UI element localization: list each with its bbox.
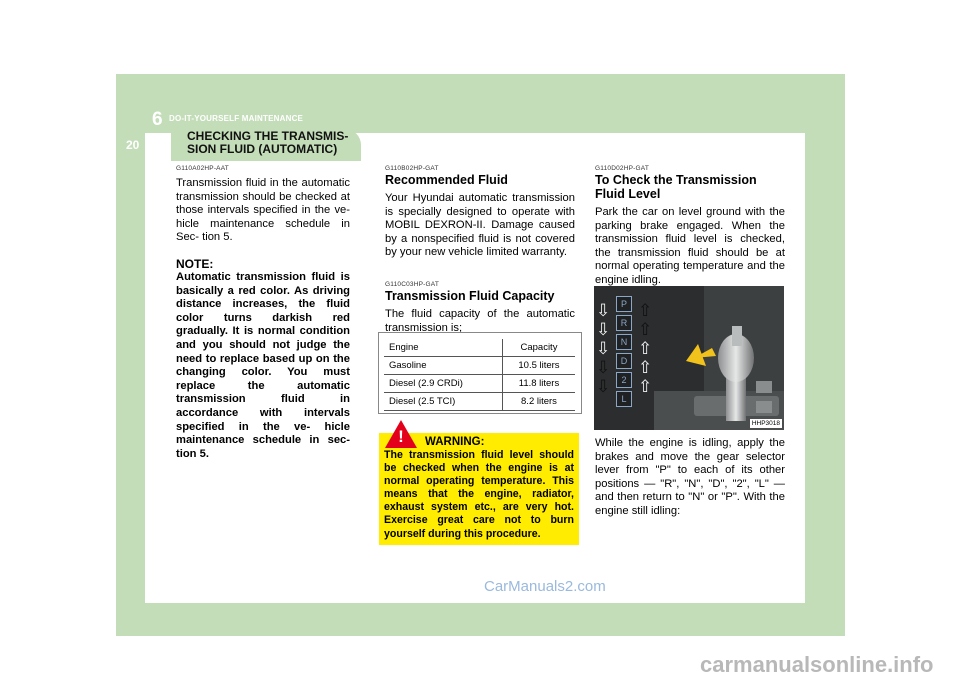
note-title: NOTE: <box>176 256 214 271</box>
chapter-title: DO-IT-YOURSELF MAINTENANCE <box>169 114 304 123</box>
warning-title: WARNING: <box>425 436 485 448</box>
right-column <box>595 165 785 288</box>
gear-position-D: D <box>616 353 632 369</box>
up-arrow-icon: ⇧ <box>638 301 653 320</box>
check-level-heading: To Check the Transmission Fluid Level <box>595 173 757 201</box>
gear-selector-photo <box>594 286 784 430</box>
chapter-number: 6 <box>152 109 163 130</box>
gear-position-N: N <box>616 334 632 350</box>
section-code: G110A02HP-AAT <box>176 165 229 172</box>
gear-position-2: 2 <box>616 372 632 388</box>
image-label: HHP3018 <box>751 420 780 427</box>
down-arrow-icon: ⇩ <box>596 377 611 396</box>
table-row <box>384 375 575 393</box>
intro-paragraph: Transmission fluid in the automatic transmission should be checked at those intervals specified in the ve- hicle maintenance schedule in Sec- tion 5. <box>176 177 350 244</box>
up-arrow-icon: ⇧ <box>638 339 653 358</box>
recommended-fluid-heading: Recommended Fluid <box>385 173 508 187</box>
recommended-fluid-code: G110B02HP-GAT <box>385 165 439 172</box>
down-arrow-icon: ⇩ <box>596 301 611 320</box>
table-cell-capacity: 8.2 liters <box>502 393 575 411</box>
down-arrow-icon: ⇩ <box>596 358 611 377</box>
table-cell-engine: Gasoline <box>384 357 502 375</box>
capacity-heading: Transmission Fluid Capacity <box>385 288 555 303</box>
capacity-text: The fluid capacity of the automatic transmission is; <box>385 307 575 334</box>
watermark-center: CarManuals2.com <box>484 578 606 595</box>
capacity-code: G110C03HP-GAT <box>385 280 440 288</box>
middle-column <box>385 165 575 335</box>
up-arrow-icon: ⇧ <box>638 320 653 339</box>
down-arrow-icon: ⇩ <box>596 320 611 339</box>
left-column <box>176 165 350 461</box>
gear-position-R: R <box>616 315 632 331</box>
table-row <box>384 357 575 375</box>
check-level-code: G110D02HP-GAT <box>595 165 650 172</box>
table-header-capacity: Capacity <box>502 339 575 357</box>
section-title: CHECKING THE TRANSMIS- SION FLUID (AUTOMATIC) <box>187 129 349 156</box>
table-row <box>384 393 575 411</box>
up-arrow-icon: ⇧ <box>638 377 653 396</box>
watermark-bottom: carmanualsonline.info <box>700 652 934 677</box>
table-header-engine: Engine <box>389 342 419 353</box>
table-cell-engine: Diesel (2.9 CRDi) <box>384 375 502 393</box>
up-arrow-icon: ⇧ <box>638 358 653 377</box>
down-arrow-icon: ⇩ <box>596 339 611 358</box>
gear-position-L: L <box>616 391 632 407</box>
gear-procedure-text: While the engine is idling, apply the brakes and move the gear selector lever from "P" to each of its other positions — "R", "N", "D", "2", "L" — and then return to "N" or "P". With the engine still idling: <box>595 437 785 517</box>
table-header-row <box>384 339 575 357</box>
page-number: 20 <box>126 138 140 152</box>
table-cell-engine: Diesel (2.5 TCI) <box>384 393 502 411</box>
right-column-lower <box>595 437 785 519</box>
table-cell-capacity: 10.5 liters <box>502 357 575 375</box>
check-level-text: Park the car on level ground with the parking brake engaged. When the transmission fluid level is checked, the transmission fluid should be at normal operating temperature and the engine idling. <box>595 206 785 286</box>
table-cell-capacity: 11.8 liters <box>502 375 575 393</box>
recommended-fluid-text: Your Hyundai automatic transmission is specially designed to operate with MOBIL DEXRON-II. Damage caused by a nonspecified fluid is not covered by your new vehicle limited warranty. <box>385 192 575 259</box>
gear-position-P: P <box>616 296 632 312</box>
capacity-table <box>384 339 575 411</box>
warning-exclamation: ! <box>398 427 404 446</box>
warning-text: The transmission fluid level should be checked when the engine is at normal operating temperature. This means that the engine, radiator, exhaust system etc., are very hot. Exercise great care not to burn yourself during this procedure. <box>384 449 574 540</box>
note-text: Automatic transmission fluid is basically a red color. As driving distance increases, the fluid color turns darkish red gradually. It is normal condition and you should not judge the need to replace based up on the changing color. You must replace the automatic transmission fluid in accordance with intervals specified in the ve- hicle maintenance schedule in sec- tion 5. <box>176 270 350 460</box>
